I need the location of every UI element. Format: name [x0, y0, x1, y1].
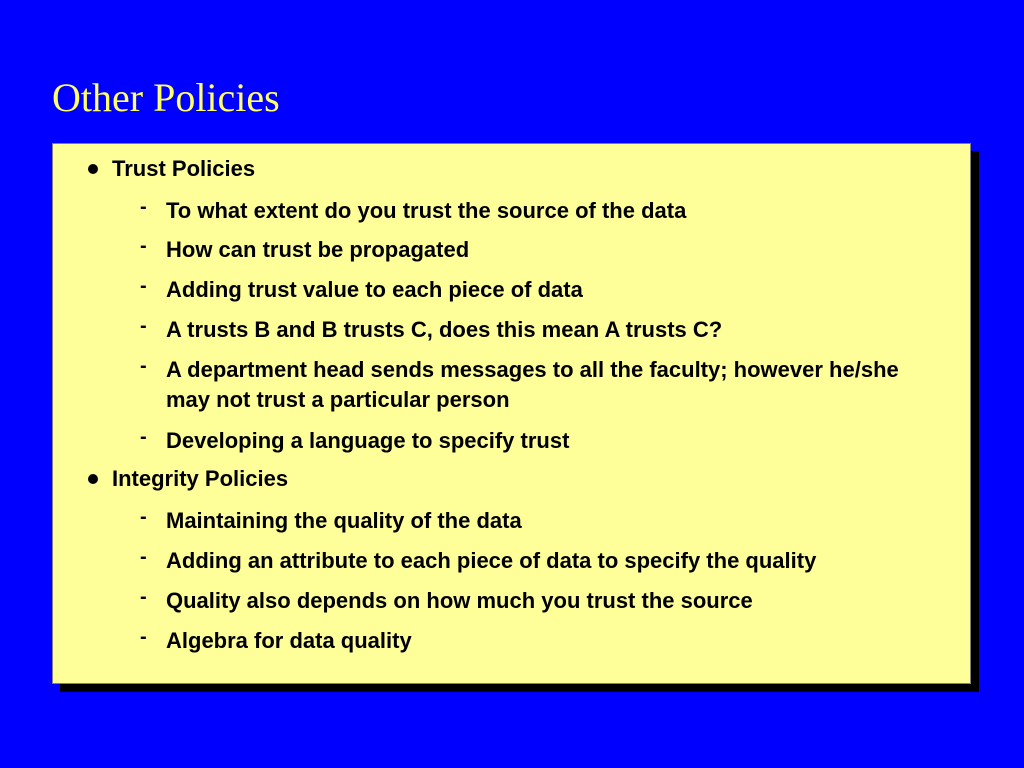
section-label: Trust Policies [112, 156, 256, 181]
dash-icon: - [140, 546, 147, 568]
slide-title: Other Policies [52, 75, 280, 120]
bullet-dot-icon [88, 474, 98, 484]
section-label: Integrity Policies [112, 466, 289, 491]
list-item [140, 355, 920, 415]
dash-icon: - [140, 275, 147, 297]
list-item [140, 275, 930, 305]
list-item-text: Maintaining the quality of the data [166, 508, 522, 533]
list-item-text: A trusts B and B trusts C, does this mean A trusts C? [166, 317, 723, 342]
list-item [140, 626, 930, 656]
dash-icon: - [140, 626, 147, 648]
dash-icon: - [140, 196, 147, 218]
list-item-text: How can trust be propagated [166, 237, 470, 262]
section-trust-policies [88, 156, 255, 182]
list-item-text: Adding trust value to each piece of data [166, 277, 583, 302]
list-item [140, 546, 930, 576]
list-item-text: Adding an attribute to each piece of data to specify the quality [166, 548, 817, 573]
list-item-text: To what extent do you trust the source of the data [166, 198, 687, 223]
dash-icon: - [140, 235, 147, 257]
list-item [140, 426, 930, 456]
list-item [140, 315, 930, 345]
section-integrity-policies [88, 466, 288, 492]
dash-icon: - [140, 506, 147, 528]
list-item [140, 235, 930, 265]
list-item [140, 196, 930, 226]
dash-icon: - [140, 586, 147, 608]
list-item-text: A department head sends messages to all the faculty; however he/she may not trust a particular person [166, 357, 899, 412]
list-item-text: Developing a language to specify trust [166, 428, 570, 453]
dash-icon: - [140, 355, 147, 377]
list-item [140, 586, 930, 616]
dash-icon: - [140, 426, 147, 448]
list-item-text: Algebra for data quality [166, 628, 412, 653]
list-item-text: Quality also depends on how much you trust the source [166, 588, 753, 613]
list-item [140, 506, 930, 536]
bullet-dot-icon [88, 164, 98, 174]
dash-icon: - [140, 315, 147, 337]
